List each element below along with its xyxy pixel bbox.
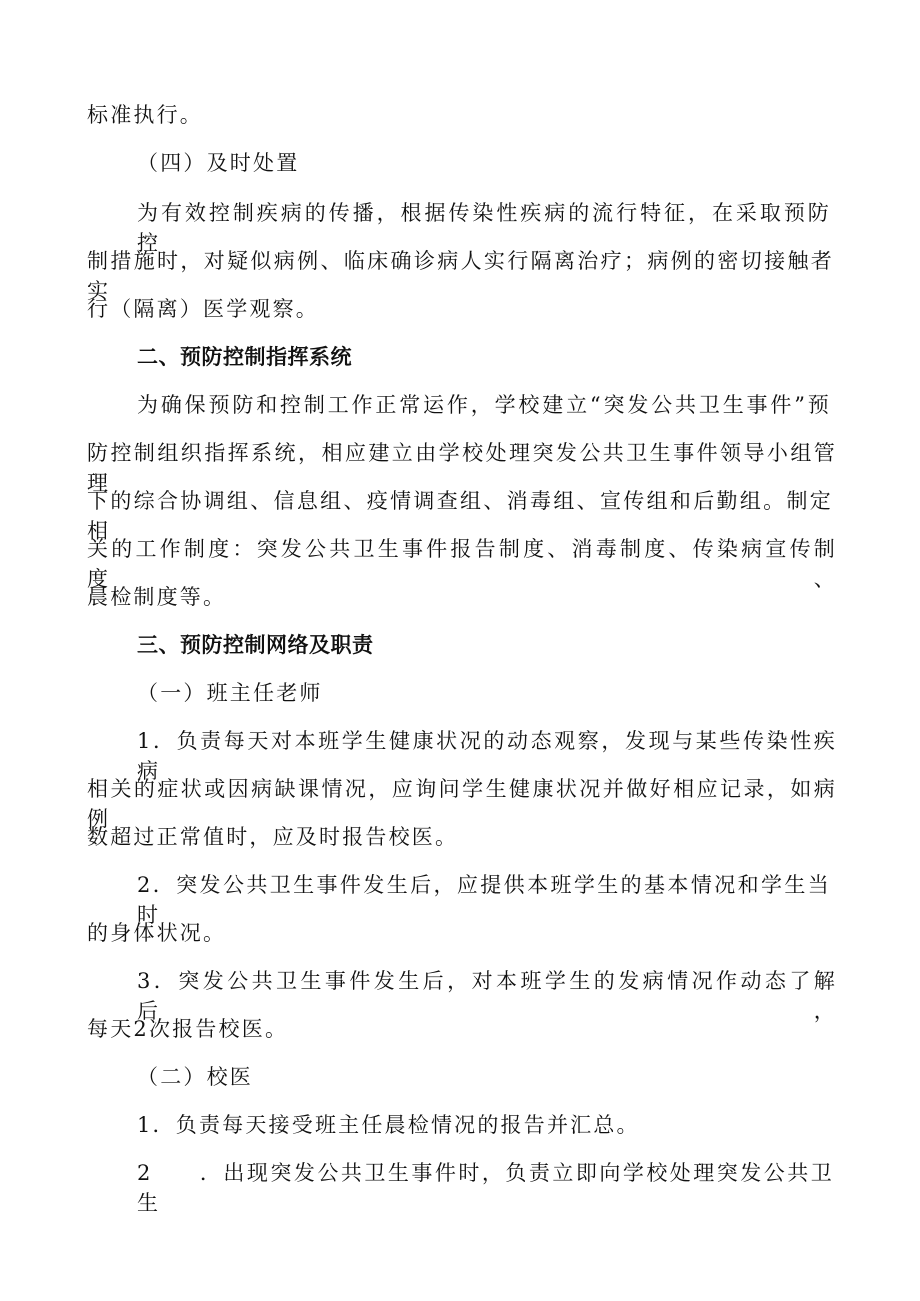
section-heading-network-duties: 三、预防控制网络及职责 <box>137 633 374 657</box>
section-heading-command-system: 二、预防控制指挥系统 <box>137 345 352 369</box>
list-item-line: 1．负责每天对本班学生健康状况的动态观察，发现与某些传染性疾病 <box>137 729 837 783</box>
subheading-class-teacher: （一）班主任老师 <box>137 681 323 705</box>
list-item-line: 相关的症状或因病缺课情况，应询问学生健康状况并做好相应记录，如病例 <box>87 777 837 831</box>
subheading-school-doctor: （二）校医 <box>137 1065 253 1089</box>
list-item-line: 数超过正常值时，应及时报告校医。 <box>87 825 459 849</box>
paragraph-line: 防控制组织指挥系统，相应建立由学校处理突发公共卫生事件领导小组管理 <box>87 441 837 495</box>
paragraph-line: 关的工作制度：突发公共卫生事件报告制度、消毒制度、传染病宣传制度、 <box>87 537 837 591</box>
paragraph-line-continuation: 标准执行。 <box>87 103 203 127</box>
list-item-line: 2 ．出现突发公共卫生事件时，负责立即向学校处理突发公共卫生 <box>137 1161 834 1215</box>
paragraph-line: 行（隔离）医学观察。 <box>87 297 319 321</box>
list-item-line: 每天2次报告校医。 <box>87 1017 289 1041</box>
paragraph-line: 晨检制度等。 <box>87 585 227 609</box>
paragraph-line: 制措施时，对疑似病例、临床确诊病人实行隔离治疗；病例的密切接触者实 <box>87 249 834 303</box>
list-item-line: 1．负责每天接受班主任晨检情况的报告并汇总。 <box>137 1113 640 1137</box>
list-item-line: 3．突发公共卫生事件发生后，对本班学生的发病情况作动态了解后， <box>137 969 837 1023</box>
list-item-line: 的身体状况。 <box>87 921 227 945</box>
paragraph-line: 为有效控制疾病的传播，根据传染性疾病的流行特征，在采取预防控 <box>137 201 831 255</box>
subheading-timely-disposal: （四）及时处置 <box>137 151 300 175</box>
list-item-line: 2．突发公共卫生事件发生后，应提供本班学生的基本情况和学生当时 <box>137 873 831 927</box>
paragraph-line: 下的综合协调组、信息组、疫情调查组、消毒组、宣传组和后勤组。制定相 <box>87 489 833 543</box>
paragraph-line: 为确保预防和控制工作正常运作，学校建立“突发公共卫生事件”预 <box>137 393 831 417</box>
